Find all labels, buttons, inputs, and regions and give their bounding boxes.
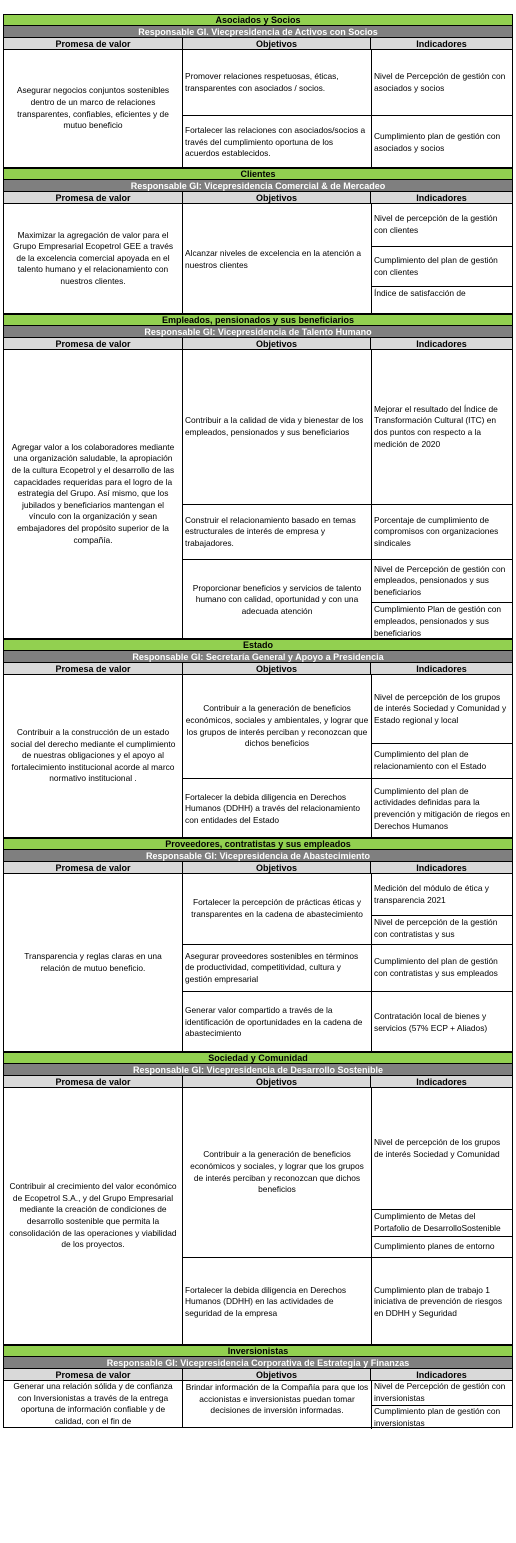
objective-text: Fortalecer las relaciones con asociados/socios a través del cumplimiento oportuna de los acuerdos establecidos.	[185, 125, 366, 159]
col-header-indicadores: Indicadores	[370, 1369, 512, 1380]
col-header-indicadores: Indicadores	[370, 663, 512, 674]
group-title: Sociedad y Comunidad	[3, 1052, 513, 1063]
group-title: Empleados, pensionados y sus beneficiarios	[3, 314, 513, 325]
indicator: Nivel de Percepción de gestión con asociados y socios	[374, 70, 506, 93]
objectives-column	[182, 204, 512, 313]
value-promise: Generar una relación sólida y de confianza con Inversionistas a través de la entrega oportuna de información confiable y de calidad, con el fin de	[13, 1381, 173, 1426]
objective-row	[183, 778, 512, 839]
section-body	[3, 203, 513, 314]
col-header-indicadores: Indicadores	[370, 338, 512, 349]
indicator: Cumplimiento planes de entorno	[372, 1236, 512, 1257]
column-headers	[3, 337, 513, 349]
responsible-header: Responsable GI: Vicepresidencia de Desarrollo Sostenible	[3, 1063, 513, 1075]
objective-row	[183, 991, 512, 1053]
responsible-header: Responsable GI. Viecpresidencia de Activos con Socios	[3, 25, 513, 37]
stakeholder-section	[3, 14, 513, 168]
objectives-column	[182, 1381, 512, 1427]
indicator: Cumplimiento del plan de relacionamiento con el Estado	[372, 743, 512, 778]
indicator: Cumplimiento plan de gestión con asociados y socios	[374, 130, 501, 153]
section-body	[3, 349, 513, 639]
indicator: Nivel de percepción de la gestión con contratistas y sus	[372, 915, 512, 944]
objective-text: Contribuir a la generación de beneficios económicos y sociales, y lograr que los grupos de interés perciban y reconozcan que dichos beneficios	[190, 1149, 364, 1195]
group-title: Clientes	[3, 168, 513, 179]
col-header-indicadores: Indicadores	[370, 192, 512, 203]
indicator: Cumplimiento plan de trabajo 1 iniciativa de prevención de riesgos en DDHH y Seguridad	[374, 1284, 503, 1318]
objective-text: Construir el relacionamiento basado en temas estructurales de interés de empresa y trabajadores.	[185, 514, 356, 548]
objective-text: Contribuir a la calidad de vida y bienestar de los empleados, pensionados y sus beneficiarios	[185, 415, 364, 437]
objective-row	[183, 874, 512, 944]
col-header-promesa: Promesa de valor	[55, 1077, 131, 1087]
column-headers	[3, 1368, 513, 1380]
objective-text: Generar valor compartido a través de la identificación de oportunidades en la cadena de abastecimiento	[185, 1005, 363, 1039]
objectives-column	[182, 50, 512, 167]
indicator: Nivel de percepción de los grupos de interés Sociedad y Comunidad y Estado regional y local	[374, 691, 507, 725]
indicator: Nivel de Percepción de gestión con empleados, pensionados y sus beneficiarios	[374, 563, 506, 598]
group-title: Proveedores, contratistas y sus empleados	[3, 838, 513, 849]
indicator: Cumplimiento del plan de gestión con contratistas y sus empleados	[374, 956, 498, 978]
objective-row	[183, 944, 512, 991]
section-body	[3, 873, 513, 1052]
indicators-cell	[371, 874, 512, 944]
indicator: Cumplimiento de Metas del Portafolio de DesarrolloSostenible	[372, 1209, 512, 1236]
col-header-indicadores: Indicadores	[370, 1076, 512, 1087]
indicators-cell	[371, 675, 512, 778]
value-promise: Asegurar negocios conjuntos sostenibles dentro de un marco de relaciones transparentes, confiables, eficientes y de mutuo beneficio	[16, 85, 170, 131]
objectives-column	[182, 675, 512, 837]
stakeholder-section	[3, 314, 513, 639]
objective-text: Asegurar proveedores sostenibles en términos de productividad, competitividad, cultura y gestión empresarial	[185, 950, 359, 984]
indicator: Contratación local de bienes y servicios (57% ECP + Aliados)	[374, 1010, 488, 1033]
value-promise: Transparencia y reglas claras en una relación de mutuo beneficio.	[24, 950, 162, 973]
responsible-header: Responsable GI: Secretaría General y Apoyo a Presidencia	[3, 650, 513, 662]
indicators-cell	[371, 50, 512, 115]
indicator: Cumplimiento Plan de gestión con empleados, pensionados y sus beneficiarios	[372, 602, 512, 640]
objective-row	[183, 675, 512, 778]
responsible-header: Responsable GI: Vicepresidencia Corporativa de Estrategia y Finanzas	[3, 1356, 513, 1368]
stakeholder-section	[3, 639, 513, 838]
col-header-indicadores: Indicadores	[370, 38, 512, 49]
indicator: Cumplimiento plan de gestión con inversionistas	[372, 1405, 512, 1429]
objective-text: Contribuir a la generación de beneficios económicos, sociales y ambientales, y lograr que los grupos de interés perciban y reconozcan que dichos beneficios	[185, 703, 369, 749]
indicator: Cumplimiento del plan de actividades definidas para la prevención y mitigación de riegos en Derechos Humanos	[374, 785, 510, 831]
column-headers	[3, 191, 513, 203]
objective-row	[183, 1088, 512, 1257]
indicator: Medición del módulo de ética y transparencia 2021	[374, 882, 489, 905]
objective-text: Proporcionar beneficios y servicios de talento humano con calidad, oportunidad y con una adecuada atención	[192, 582, 362, 616]
col-header-promesa: Promesa de valor	[55, 863, 131, 873]
objective-text: Brindar información de la Compañía para que los accionistas e inversionistas puedan tomar decisiones de inversión informadas.	[185, 1382, 369, 1416]
indicators-cell	[371, 204, 512, 315]
indicators-cell	[371, 116, 512, 169]
col-header-objetivos: Objetivos	[182, 338, 370, 349]
objective-row	[183, 204, 512, 315]
stakeholder-section	[3, 1052, 513, 1345]
stakeholder-table	[3, 14, 513, 1428]
value-promise: Agregar valor a los colaboradores mediante una organización saludable, la apropiación de la cultura Ecopetrol y el desarrollo de las capacidades requeridas para el logro de la estrategia del Grupo. Así mismo, que los jubilados y beneficiarios mantengan el vínculo con la organización y sean embajadores del propósito superior de la compañía.	[11, 441, 175, 545]
col-header-promesa: Promesa de valor	[55, 339, 131, 349]
objectives-column	[182, 1088, 512, 1344]
indicators-cell	[371, 350, 512, 504]
value-promise: Maximizar la agregación de valor para el Grupo Empresarial Ecopetrol GEE a través de la excelencia comercial apoyada en el talento humano y el relacionamiento con nuestros clientes.	[12, 229, 174, 286]
column-headers	[3, 37, 513, 49]
objective-text: Alcanzar niveles de excelencia en la atención a nuestros clientes	[185, 247, 361, 270]
indicators-cell	[371, 1258, 512, 1346]
objectives-column	[182, 350, 512, 638]
objective-row	[183, 1381, 512, 1429]
value-promise: Contribuir al crecimiento del valor económico de Ecopetrol S.A., y del Grupo Empresarial mediante la creación de condiciones de desarrollo sostenible que permita la consolidación de las operaciones y viabilidad de los proyectos.	[9, 1181, 177, 1250]
section-body	[3, 1380, 513, 1428]
indicator: Mejorar el resultado del Índice de Transformación Cultural (ITC) en dos puntos con respecto a la medición de 2020	[374, 403, 498, 449]
objectives-column	[182, 874, 512, 1051]
col-header-indicadores: Indicadores	[370, 862, 512, 873]
indicators-cell	[371, 1088, 512, 1257]
group-title: Estado	[3, 639, 513, 650]
indicators-cell	[371, 505, 512, 559]
objective-row	[183, 50, 512, 115]
column-headers	[3, 662, 513, 674]
responsible-header: Responsable GI: Vicepresidencia de Abastecimiento	[3, 849, 513, 861]
indicators-cell	[371, 945, 512, 991]
indicator: Cumplimiento del plan de gestión con clientes	[372, 246, 512, 286]
objective-row	[183, 504, 512, 559]
col-header-promesa: Promesa de valor	[55, 1370, 131, 1380]
section-body	[3, 674, 513, 838]
col-header-objetivos: Objetivos	[182, 663, 370, 674]
indicator: Índice de satisfacción de	[372, 286, 512, 315]
indicator: Porcentaje de cumplimiento de compromisos con organizaciones sindicales	[374, 514, 499, 548]
stakeholder-section	[3, 838, 513, 1052]
stakeholder-section	[3, 168, 513, 314]
col-header-promesa: Promesa de valor	[55, 193, 131, 203]
col-header-promesa: Promesa de valor	[55, 664, 131, 674]
objective-row	[183, 1257, 512, 1346]
col-header-promesa: Promesa de valor	[55, 39, 131, 49]
section-body	[3, 1087, 513, 1345]
objective-text: Fortalecer la percepción de prácticas éticas y transparentes en la cadena de abastecimiento	[191, 897, 363, 919]
responsible-header: Responsable GI: Vicepresidencia de Talento Humano	[3, 325, 513, 337]
indicators-cell	[371, 779, 512, 839]
col-header-objetivos: Objetivos	[182, 38, 370, 49]
indicators-cell	[371, 992, 512, 1053]
objective-row	[183, 350, 512, 504]
group-title: Asociados y Socios	[3, 14, 513, 25]
value-promise: Contribuir a la construcción de un estado social del derecho mediante el cumplimiento de nuestras obligaciones y el apoyo al fortalecimiento institucional acorde al marco normativo institucional .	[10, 727, 176, 784]
indicators-cell	[371, 1381, 512, 1429]
indicator: Nivel de percepción de la gestión con clientes	[374, 213, 498, 235]
col-header-objetivos: Objetivos	[182, 1369, 370, 1380]
objective-text: Fortalecer la debida diligencia en Derechos Humanos (DDHH) en las actividades de seguridad de la empresa	[185, 1284, 347, 1318]
column-headers	[3, 861, 513, 873]
indicators-cell	[371, 560, 512, 640]
col-header-objetivos: Objetivos	[182, 862, 370, 873]
column-headers	[3, 1075, 513, 1087]
group-title: Inversionistas	[3, 1345, 513, 1356]
indicator: Nivel de percepción de los grupos de interés Sociedad y Comunidad	[374, 1136, 501, 1159]
objective-text: Promover relaciones respetuosas, éticas, transparentes con asociados / socios.	[185, 70, 339, 93]
stakeholder-section	[3, 1345, 513, 1428]
col-header-objetivos: Objetivos	[182, 192, 370, 203]
indicator: Nivel de Percepción de gestión con inversionistas	[374, 1381, 506, 1403]
objective-row	[183, 559, 512, 640]
objective-row	[183, 115, 512, 169]
col-header-objetivos: Objetivos	[182, 1076, 370, 1087]
section-body	[3, 49, 513, 168]
objective-text: Fortalecer la debida diligencia en Derechos Humanos (DDHH) a través del relacionamiento con entidades del Estado	[185, 791, 361, 825]
responsible-header: Responsable GI: Vicepresidencia Comercial & de Mercadeo	[3, 179, 513, 191]
